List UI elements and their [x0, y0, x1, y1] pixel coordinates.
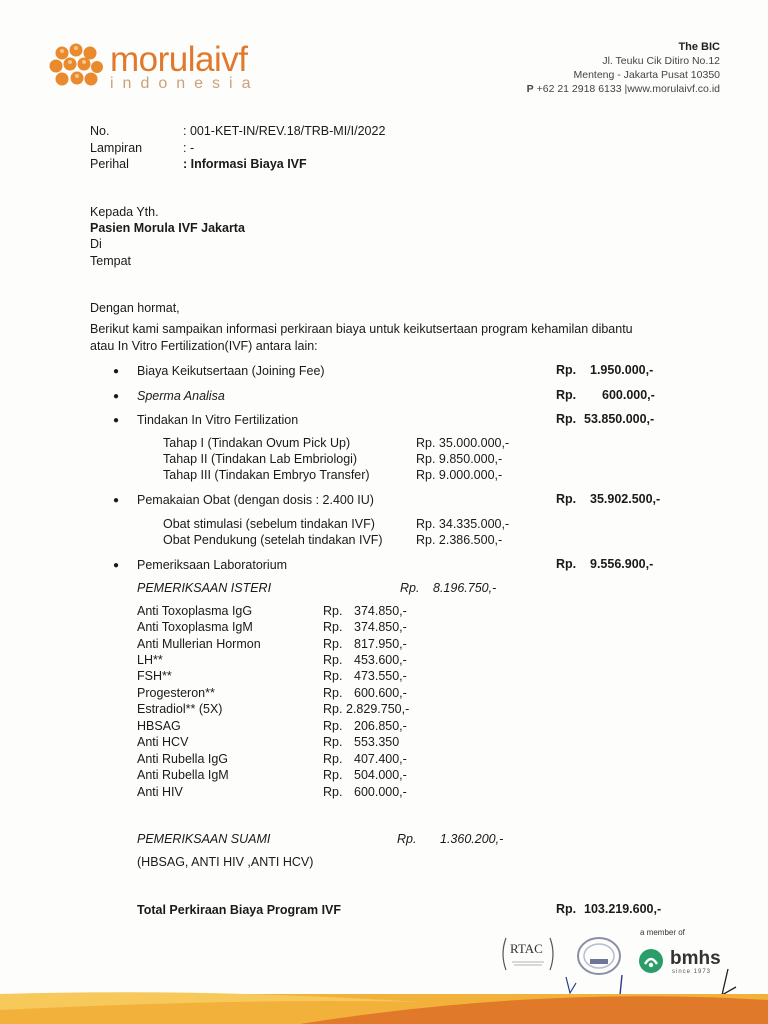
footer-orange-band — [0, 990, 768, 1024]
husband-exam-amount: 1.360.200,- — [440, 832, 504, 846]
total-currency: Rp. — [556, 902, 577, 916]
address-building: The BIC — [678, 41, 720, 53]
test-name: Estradiol** (5X) — [137, 702, 223, 716]
item-lab-amount: 9.556.900,- — [590, 557, 654, 571]
test-amount: 504.000,- — [354, 768, 407, 782]
medicine-1-label: Obat stimulasi (sebelum tindakan IVF) — [163, 517, 375, 531]
recipient-line-3: Di — [90, 237, 102, 251]
test-amount: 453.600,- — [354, 653, 407, 667]
test-currency: Rp. — [323, 768, 343, 782]
wife-exam-title: PEMERIKSAAN ISTERI — [137, 581, 272, 595]
ivf-step-2-amount: Rp. 9.850.000,- — [416, 452, 503, 466]
test-name: Anti Rubella IgM — [137, 768, 229, 782]
bullet-icon: ● — [113, 391, 120, 402]
test-currency: Rp. — [323, 752, 343, 766]
address-city: Menteng - Jakarta Pusat 10350 — [573, 69, 720, 81]
husband-exam-currency: Rp. — [397, 832, 417, 846]
test-currency: Rp. — [323, 669, 343, 683]
wife-exam-currency: Rp. — [400, 581, 420, 595]
test-currency: Rp. — [323, 637, 343, 651]
test-amount: 473.550,- — [354, 669, 407, 683]
test-currency: Rp. — [323, 702, 343, 716]
test-currency: Rp. — [323, 785, 343, 799]
recipient-line-1: Kepada Yth. — [90, 205, 159, 219]
test-name: Anti Mullerian Hormon — [137, 637, 261, 651]
item-joining-fee-currency: Rp. — [556, 363, 577, 377]
item-sperma-amount: 600.000,- — [602, 388, 655, 402]
medicine-2-label: Obat Pendukung (setelah tindakan IVF) — [163, 533, 383, 547]
item-ivf-label: Tindakan In Vitro Fertilization — [137, 413, 299, 427]
ivf-step-1-amount: Rp. 35.000.000,- — [416, 436, 510, 450]
test-amount: 553.350 — [354, 735, 400, 749]
test-currency: Rp. — [323, 735, 343, 749]
member-of-text: a member of — [640, 928, 685, 937]
intro-line-2: atau In Vitro Fertilization(IVF) antara lain: — [90, 339, 318, 353]
intro-line-1: Berikut kami sampaikan informasi perkiraan biaya untuk keikutsertaan program kehamilan dibantu — [90, 322, 633, 336]
recipient-line-4: Tempat — [90, 254, 131, 268]
medicine-2-amount: Rp. 2.386.500,- — [416, 533, 503, 547]
item-ivf-currency: Rp. — [556, 412, 577, 426]
test-amount: 374.850,- — [354, 604, 407, 618]
item-joining-fee-amount: 1.950.000,- — [590, 363, 654, 377]
item-obat-amount: 35.902.500,- — [590, 492, 661, 506]
ivf-step-3-amount: Rp. 9.000.000,- — [416, 468, 503, 482]
test-name: Anti HIV — [137, 785, 183, 799]
bullet-icon: ● — [113, 366, 120, 377]
husband-exam-title: PEMERIKSAAN SUAMI — [137, 832, 271, 846]
test-name: Anti Toxoplasma IgM — [137, 620, 253, 634]
item-obat-label: Pemakaian Obat (dengan dosis : 2.400 IU) — [137, 493, 374, 507]
meta-lampiran-value: : - — [183, 141, 195, 155]
item-joining-fee-label: Biaya Keikutsertaan (Joining Fee) — [137, 364, 325, 378]
test-name: Anti Toxoplasma IgG — [137, 604, 253, 618]
logo-tagline: indonesia — [110, 75, 260, 92]
test-name: HBSAG — [137, 719, 181, 733]
test-name: Anti Rubella IgG — [137, 752, 229, 766]
test-name: LH** — [137, 653, 163, 667]
medicine-1-amount: Rp. 34.335.000,- — [416, 517, 510, 531]
ivf-step-3-label: Tahap III (Tindakan Embryo Transfer) — [163, 468, 370, 482]
test-currency: Rp. — [323, 686, 343, 700]
test-amount: 407.400,- — [354, 752, 407, 766]
test-amount: 206.850,- — [354, 719, 407, 733]
address-street: Jl. Teuku Cik Ditiro No.12 — [602, 55, 720, 67]
test-name: FSH** — [137, 669, 172, 683]
item-obat-currency: Rp. — [556, 492, 577, 506]
bullet-icon: ● — [113, 415, 120, 426]
bullet-icon: ● — [113, 560, 120, 571]
item-lab-currency: Rp. — [556, 557, 577, 571]
test-currency: Rp. — [323, 653, 343, 667]
bmhs-text: bmhs — [670, 948, 721, 969]
test-amount: 600.000,- — [354, 785, 407, 799]
test-name: Progesteron** — [137, 686, 215, 700]
test-amount: 600.600,- — [354, 686, 407, 700]
item-sperma-label: Sperma Analisa — [137, 389, 225, 403]
test-currency: Rp. — [323, 719, 343, 733]
address-contact: P +62 21 2918 6133 |www.morulaivf.co.id — [526, 83, 720, 95]
wife-exam-amount: 8.196.750,- — [433, 581, 497, 595]
morula-cluster-icon — [48, 42, 104, 90]
bullet-icon: ● — [113, 495, 120, 506]
bmhs-since: since 1973 — [672, 969, 712, 975]
morula-logo — [48, 40, 278, 100]
rtac-text: RTAC — [510, 941, 543, 956]
test-amount: 374.850,- — [354, 620, 407, 634]
clinic-address — [527, 40, 720, 96]
test-name: Anti HCV — [137, 735, 189, 749]
meta-no-label: No. — [90, 124, 110, 138]
rtac-logo — [498, 932, 558, 976]
ivf-step-2-label: Tahap II (Tindakan Lab Embriologi) — [163, 452, 358, 466]
item-lab-label: Pemeriksaan Laboratorium — [137, 558, 288, 572]
test-currency: Rp. — [323, 604, 343, 618]
item-sperma-currency: Rp. — [556, 388, 577, 402]
total-amount: 103.219.600,- — [584, 902, 662, 916]
meta-perihal-label: Perihal — [90, 157, 129, 171]
test-amount: 817.950,- — [354, 637, 407, 651]
meta-perihal-value: : Informasi Biaya IVF — [183, 157, 307, 171]
total-label: Total Perkiraan Biaya Program IVF — [137, 903, 342, 917]
ivf-step-1-label: Tahap I (Tindakan Ovum Pick Up) — [163, 436, 351, 450]
item-ivf-amount: 53.850.000,- — [584, 412, 655, 426]
logo-wordmark: morulaivf — [110, 40, 248, 79]
meta-no-value: : 001-KET-IN/REV.18/TRB-MI/I/2022 — [183, 124, 386, 138]
greeting: Dengan hormat, — [90, 301, 180, 315]
test-currency: Rp. — [323, 620, 343, 634]
meta-lampiran-label: Lampiran — [90, 141, 143, 155]
husband-exam-note: (HBSAG, ANTI HIV ,ANTI HCV) — [137, 855, 314, 869]
recipient-line-2: Pasien Morula IVF Jakarta — [90, 221, 245, 235]
test-amount: 2.829.750,- — [346, 702, 410, 716]
